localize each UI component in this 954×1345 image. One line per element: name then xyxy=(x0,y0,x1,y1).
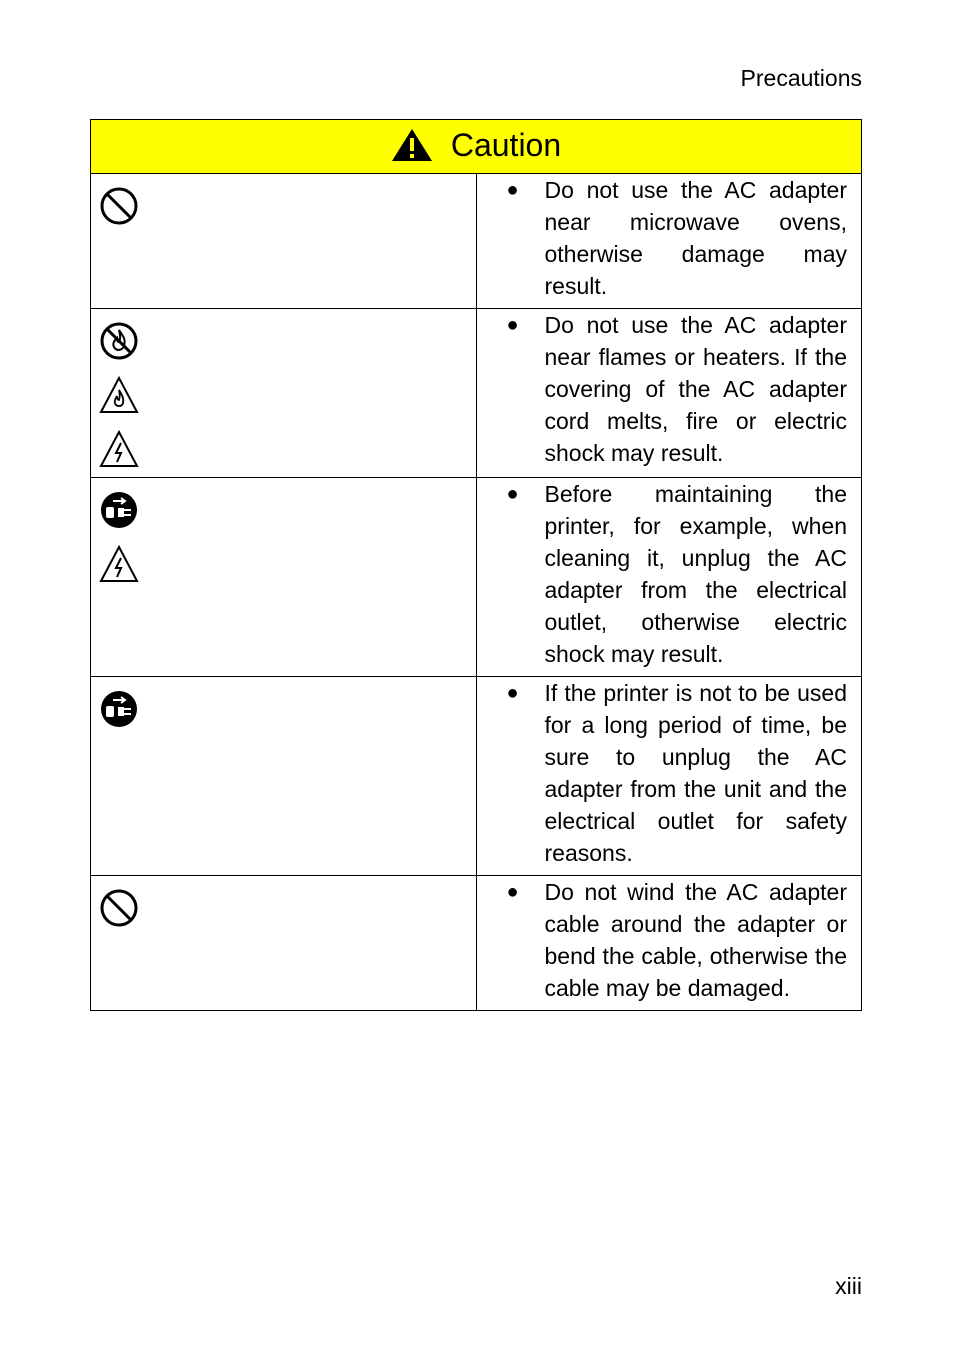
bullet: ● xyxy=(506,483,519,505)
bullet: ● xyxy=(506,179,519,201)
fire-warning-icon xyxy=(99,375,139,415)
caution-text: If the printer is not to be used for a long period of time, be sure to unplug the AC adapter from the unit and the electrical outlet for safety reasons. xyxy=(544,680,847,866)
caution-row xyxy=(91,309,862,478)
caution-row xyxy=(91,677,862,876)
caution-text: Do not use the AC adapter near flames or heaters. If the covering of the AC adapter cord melts, fire or electric shock may result. xyxy=(544,312,847,466)
bullet: ● xyxy=(506,314,519,336)
bullet: ● xyxy=(506,881,519,903)
section-title: Precautions xyxy=(740,65,862,91)
unplug-icon xyxy=(99,490,139,530)
no-fire-icon xyxy=(99,321,139,361)
caution-text: Do not wind the AC adapter cable around the adapter or bend the cable, otherwise the cable may be damaged. xyxy=(544,879,847,1001)
caution-warning-icon xyxy=(391,128,433,162)
bullet: ● xyxy=(506,682,519,704)
caution-text: Before maintaining the printer, for example, when cleaning it, unplug the AC adapter from the electrical outlet, otherwise electric shock may result. xyxy=(544,481,847,667)
caution-table xyxy=(90,119,862,1011)
electric-shock-warning-icon xyxy=(99,429,139,469)
electric-shock-warning-icon xyxy=(99,544,139,584)
prohibited-icon xyxy=(99,888,139,928)
caution-row xyxy=(91,876,862,1011)
caution-text: Do not use the AC adapter near microwave ovens, otherwise damage may result. xyxy=(544,177,847,299)
unplug-icon xyxy=(99,689,139,729)
caution-title: Caution xyxy=(450,126,562,163)
caution-row xyxy=(91,174,862,309)
caution-row xyxy=(91,478,862,677)
prohibited-icon xyxy=(99,186,139,226)
page-number: xiii xyxy=(835,1273,862,1299)
caution-header xyxy=(91,120,862,174)
